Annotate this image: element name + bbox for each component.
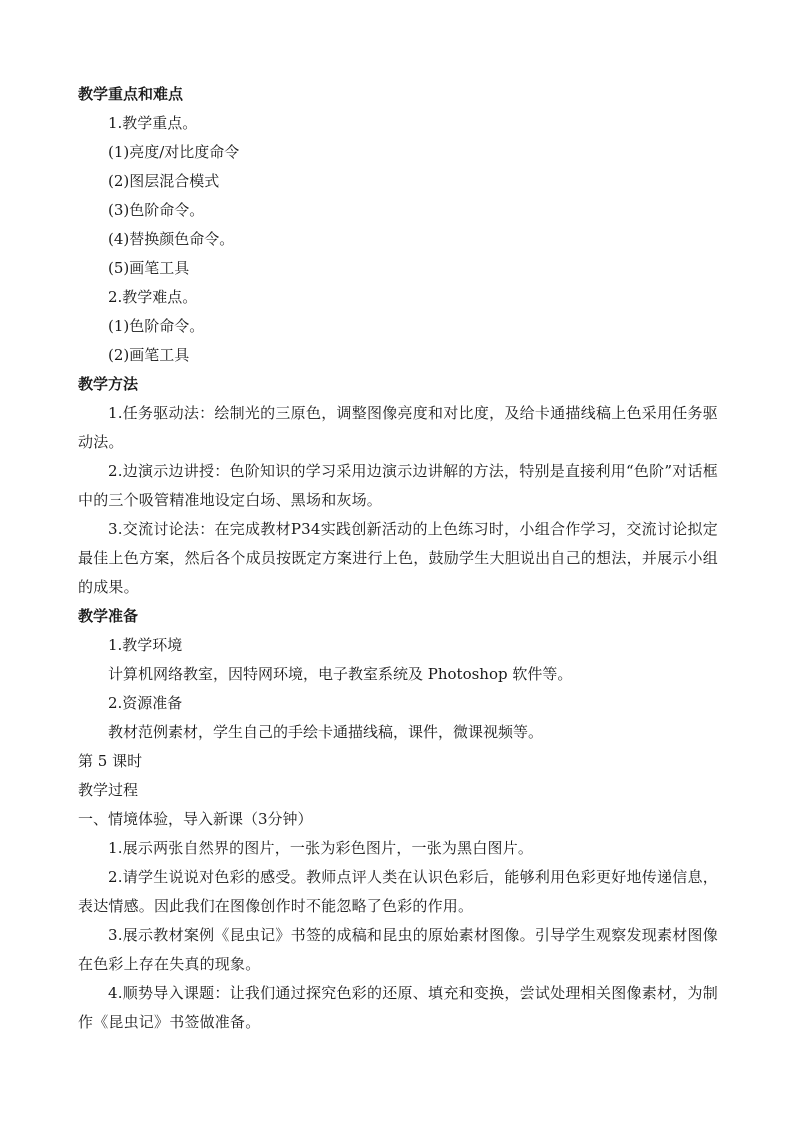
method-paragraph: 3.交流讨论法：在完成教材P34实践创新活动的上色练习时，小组合作学习，交流讨论拟定最佳上色方案，然后各个成员按既定方案进行上色，鼓励学生大胆说出自己的想法，并展示小组的成果。 (78, 520, 718, 596)
section-heading-methods: 教学方法 (78, 375, 139, 393)
difficult-point-item: (2)画笔工具 (108, 346, 190, 364)
lesson-number: 第 5 课时 (78, 752, 143, 770)
process-heading: 教学过程 (78, 781, 139, 799)
key-point-item: (4)替换颜色命令。 (108, 230, 235, 248)
key-points-label: 1.教学重点。 (108, 114, 198, 132)
section-heading-preparation: 教学准备 (78, 607, 139, 625)
key-point-item: (3)色阶命令。 (108, 201, 205, 219)
resources-text: 教材范例素材，学生自己的手绘卡通描线稿，课件，微课视频等。 (108, 723, 544, 741)
method-paragraph: 2.边演示边讲授：色阶知识的学习采用边演示边讲解的方法，特别是直接利用“色阶”对话框中的三个吸管精准地设定白场、黑场和灰场。 (78, 462, 718, 509)
key-point-item: (1)亮度/对比度命令 (108, 143, 240, 161)
difficult-point-item: (1)色阶命令。 (108, 317, 205, 335)
key-point-item: (5)画笔工具 (108, 259, 190, 277)
process-paragraph: 3.展示教材案例《昆虫记》书签的成稿和昆虫的原始素材图像。引导学生观察发现素材图像在色彩上存在失真的现象。 (78, 926, 718, 973)
method-paragraph: 1.任务驱动法：绘制光的三原色，调整图像亮度和对比度，及给卡通描线稿上色采用任务驱动法。 (78, 404, 718, 451)
difficult-points-label: 2.教学难点。 (108, 288, 198, 306)
process-paragraph: 4.顺势导入课题：让我们通过探究色彩的还原、填充和变换，尝试处理相关图像素材，为制作《昆虫记》书签做准备。 (78, 984, 718, 1031)
resources-label: 2.资源准备 (108, 694, 183, 712)
process-paragraph: 1.展示两张自然界的图片，一张为彩色图片，一张为黑白图片。 (108, 839, 534, 857)
environment-text: 计算机网络教室，因特网环境，电子教室系统及 Photoshop 软件等。 (108, 665, 573, 683)
document-page (78, 80, 718, 1037)
environment-label: 1.教学环境 (108, 636, 183, 654)
key-point-item: (2)图层混合模式 (108, 172, 220, 190)
section-heading-key-points: 教学重点和难点 (78, 85, 184, 103)
process-paragraph: 2.请学生说说对色彩的感受。教师点评人类在认识色彩后，能够利用色彩更好地传递信息，表达情感。因此我们在图像创作时不能忽略了色彩的作用。 (78, 868, 718, 915)
part-title: 一、情境体验，导入新课（3分钟） (78, 810, 313, 828)
